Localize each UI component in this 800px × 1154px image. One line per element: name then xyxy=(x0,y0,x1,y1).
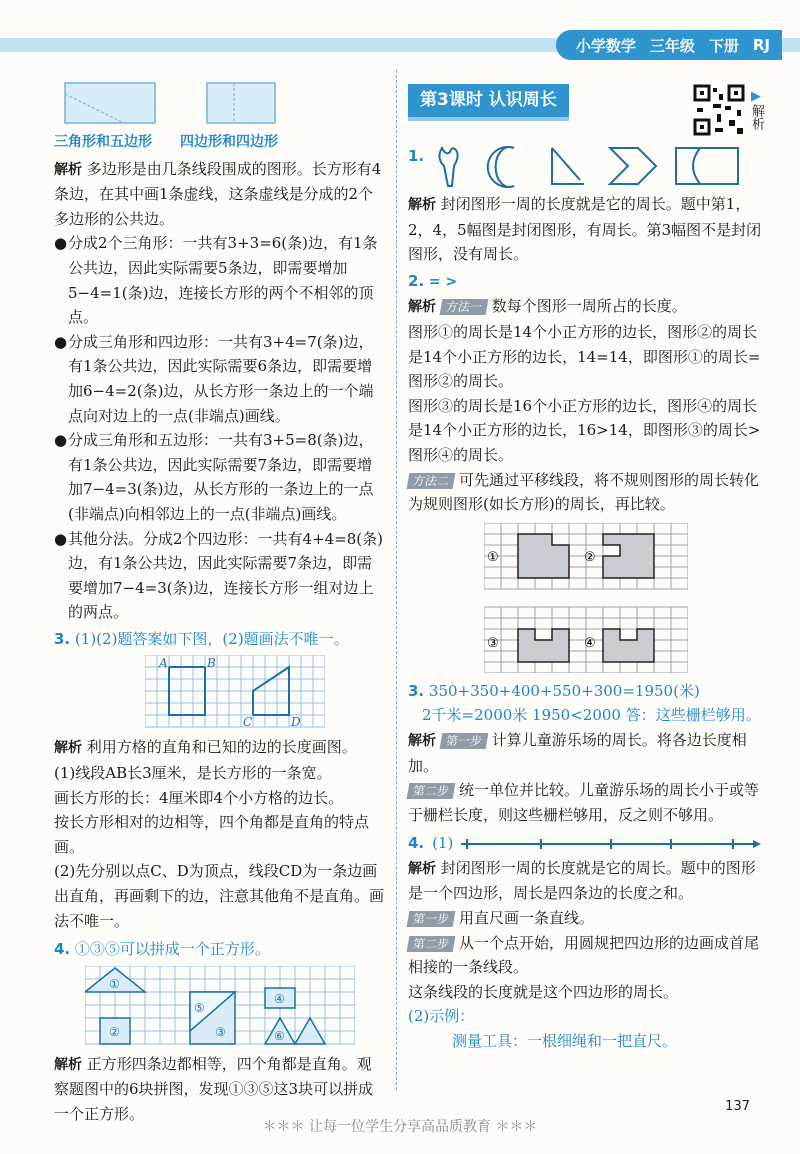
piece-6-label: ⑥ xyxy=(274,1028,285,1043)
q4-step1 xyxy=(408,906,763,931)
q3-step-1: (1)线段AB长3厘米，是长方形的一条宽。 xyxy=(54,764,332,783)
q4-step3: 这条线段的长度就是这个四边形的周长。 xyxy=(408,982,679,1001)
q3-line-2: 2千米=2000米 1950<2000 答：这些栅栏够用。 xyxy=(422,706,761,725)
q4-number-right: 4. xyxy=(408,834,425,853)
q3-number-right: 3. xyxy=(408,681,425,700)
m1-line xyxy=(408,294,763,320)
caption-b: 四边形和四边形 xyxy=(180,134,278,150)
q4-answer xyxy=(54,937,386,962)
footer-slogan: ＊＊＊ 让每一位学生分享高品质教育 ＊＊＊ xyxy=(262,1119,538,1135)
q4-analysis-text-right: 封闭图形一周的长度就是它的周长。题中的图形是一个四边形，周长是四条边的长度之和。 xyxy=(408,858,756,903)
bullet-1 xyxy=(54,231,386,329)
bulb-icon: ● xyxy=(54,234,68,253)
torch-shape xyxy=(440,148,458,186)
step-1-tag: 第一步 xyxy=(439,733,488,749)
method-1-text: 数每个图形一周所占的长度。 xyxy=(491,297,687,316)
grid-4-label: ④ xyxy=(583,635,596,651)
analysis-label: 解析 xyxy=(54,1056,82,1073)
q3-line-1: 350+350+400+550+300=1950(米) xyxy=(428,681,700,700)
m2-line xyxy=(408,468,763,517)
header-subject: 小学数学 xyxy=(575,36,636,55)
bullet-2-text: 分成三角形和四边形：一共有3+4=7(条)边，有1条公共边，因此实际需要6条边，即需要增加6−4=2(条)边，从长方形一条边上的一个端点向对边上的一点(非端点)画线。 xyxy=(68,332,374,425)
rect-arc-shape xyxy=(676,148,738,184)
q3-grid xyxy=(145,655,325,729)
qr-code-icon[interactable] xyxy=(693,84,745,136)
lesson-header xyxy=(408,84,763,136)
q2-number: 2. xyxy=(408,271,425,290)
q3-step-2: 画长方形的长：4厘米即4个小方格的边长。 xyxy=(54,788,344,807)
q3-analysis xyxy=(54,735,386,761)
method-2-tag: 方法二 xyxy=(407,473,456,489)
caption-a: 三角形和五边形 xyxy=(54,134,152,150)
qr-block[interactable] xyxy=(693,84,763,136)
right-column xyxy=(408,78,763,1054)
q4-number-line xyxy=(461,837,761,851)
q4-puzzle-grid xyxy=(85,966,355,1046)
qr-label: 解析 xyxy=(749,104,764,130)
grid-1-label: ① xyxy=(486,549,499,565)
bullet-3 xyxy=(54,428,386,526)
column-divider xyxy=(396,70,397,1090)
q1-number: 1. xyxy=(408,147,425,165)
moon-shape xyxy=(488,147,514,187)
q4-tools: 测量工具：一根细绳和一把直尺。 xyxy=(452,1032,678,1051)
q4-step-1-text: 用直尺画一条直线。 xyxy=(459,909,595,928)
bullet-1-text: 分成2个三角形：一共有3+3=6(条)边，有1条公共边，因此实际需要5条边，即需要增加5−4=1(条)边，连接长方形的两个不相邻的顶点。 xyxy=(68,234,378,327)
point-b-label: B xyxy=(207,656,216,671)
q4-analysis-right xyxy=(408,856,763,906)
method-1-tag: 方法一 xyxy=(439,299,488,315)
q2-analysis xyxy=(54,157,386,232)
chevron-shape xyxy=(610,148,656,184)
analysis-label: 解析 xyxy=(408,299,436,316)
q2-grid-figure xyxy=(408,523,763,673)
q3-answer xyxy=(54,627,386,652)
q4-step-2-tag: 第二步 xyxy=(407,936,456,952)
bullet-4 xyxy=(54,527,386,625)
q2-analysis-text: 多边形是由几条线段围成的图形。长方形有4条边，在其中画1条虚线，这条虚线是分成的2个多边形的公共边。 xyxy=(54,159,382,228)
bulb-icon: ● xyxy=(54,332,68,351)
figure-captions xyxy=(54,130,386,155)
grid-2-label: ② xyxy=(583,549,596,565)
m1-detail-1: 图形①的周长是14个小正方形的边长，图形②的周长是14个小正方形的边长，14=14，即图形①的周长=图形②的周长。 xyxy=(408,322,761,391)
q1-shapes xyxy=(432,144,752,188)
q4-analysis-text: 正方形四条边都相等，四个角都是直角。观察题图中的6块拼图，发现①③⑤这3块可以拼成一个正方形。 xyxy=(54,1054,374,1123)
q1-figures xyxy=(408,144,763,188)
analysis-label: 解析 xyxy=(54,740,82,757)
analysis-label: 解析 xyxy=(54,161,82,178)
q3-step-3: 按长方形相对的边相等，四个角都是直角的特点画。 xyxy=(54,813,370,856)
header-grade: 三年级 xyxy=(649,36,695,55)
q3-answer-text: (1)(2)题答案如下图，(2)题画法不唯一。 xyxy=(74,629,349,648)
q2-answer xyxy=(408,269,763,295)
q4-part-1: (1) xyxy=(432,834,454,853)
q4-part-2: (2)示例： xyxy=(408,1007,475,1026)
q3-analysis-text: 利用方格的直角和已知的边的长度画图。 xyxy=(86,738,357,757)
analysis-label: 解析 xyxy=(408,197,436,213)
q3-number: 3. xyxy=(54,629,71,648)
q4-step-2-text: 从一个点开始，用圆规把四边形的边画成首尾相接的一条线段。 xyxy=(408,933,760,977)
rect-split-figure-a xyxy=(64,82,156,124)
point-c-label: C xyxy=(243,715,253,730)
header-bar xyxy=(556,30,782,60)
left-column xyxy=(54,78,386,1127)
grid-3-label: ③ xyxy=(486,635,499,651)
bullet-2 xyxy=(54,330,386,428)
rect-split-figure-b xyxy=(206,82,276,124)
q4-number: 4. xyxy=(54,940,71,959)
q1-analysis xyxy=(408,192,763,267)
step-1-text: 计算儿童游乐场的周长。将各边长度相加。 xyxy=(408,730,747,775)
q3-step1 xyxy=(408,728,763,778)
analysis-label: 解析 xyxy=(408,732,436,749)
q3-step-4: (2)先分别以点C、D为顶点，线段CD为一条边画出直角，再画剩下的边，注意其他角不是直角。画法不唯一。 xyxy=(54,862,385,930)
m1-detail-2: 图形③的周长是16个小正方形的边长，图形④的周长是14个小正方形的边长，16>14，即图形③的周长>图形④的周长。 xyxy=(408,396,761,464)
q4-puzzle-figure xyxy=(54,966,386,1046)
bulb-icon: ● xyxy=(54,529,68,548)
analysis-label: 解析 xyxy=(408,860,436,877)
piece-5-label: ⑤ xyxy=(194,1000,205,1015)
q1-analysis-text: 封闭图形一周的长度就是它的周长。题中第1，2，4，5幅图是封闭图形，有周长。第3幅图不是封闭图形，没有周长。 xyxy=(408,195,762,264)
header-volume: 下册 xyxy=(708,36,739,55)
point-d-label: D xyxy=(291,715,301,730)
piece-4-label: ④ xyxy=(274,991,285,1006)
point-a-label: A xyxy=(159,656,168,671)
q2-answer-text: = > xyxy=(428,273,458,290)
page-number: 137 xyxy=(725,1099,750,1114)
q4-step2 xyxy=(408,931,763,980)
step-2-text: 统一单位并比较。儿童游乐场的周长小于或等于栅栏长度，则这些栅栏够用，反之则不够用。 xyxy=(408,781,760,824)
method-2-text: 可先通过平移线段，将不规则图形的周长转化为规则图形(如长方形)的周长，再比较。 xyxy=(408,470,760,514)
bulb-icon: ● xyxy=(54,431,68,450)
step-2-tag: 第二步 xyxy=(407,783,456,799)
bullet-4-text: 其他分法。分成2个四边形：一共有4+4=8(条)边，有1条公共边，因此实际需要7条边，即需要增加7−4=3(条)边，连接长方形一组对边上的两点。 xyxy=(68,529,384,622)
q3-answer-right xyxy=(408,679,763,704)
q3-grid-figure xyxy=(84,655,386,729)
q2-grids xyxy=(484,523,688,673)
q4-step-1-tag: 第一步 xyxy=(407,911,456,927)
division-figures xyxy=(54,82,386,124)
play-icon: ▶ xyxy=(751,89,761,104)
lesson-title: 第3课时 认识周长 xyxy=(408,84,569,121)
q4-line xyxy=(408,831,763,856)
header-edition: RJ xyxy=(752,36,770,54)
q4-answer-text: ①③⑤可以拼成一个正方形。 xyxy=(74,940,270,959)
piece-2-label: ② xyxy=(109,1024,120,1039)
q3-step2 xyxy=(408,778,763,827)
piece-1-label: ① xyxy=(109,976,120,991)
bullet-3-text: 分成三角形和五边形：一共有3+5=8(条)边，有1条公共边，因此实际需要7条边，即需要增加7−4=3(条)边，从长方形的一条边上的一点(非端点)向相邻边上的一点(非端点)画线。 xyxy=(68,431,374,523)
piece-3-label: ③ xyxy=(215,1024,226,1039)
